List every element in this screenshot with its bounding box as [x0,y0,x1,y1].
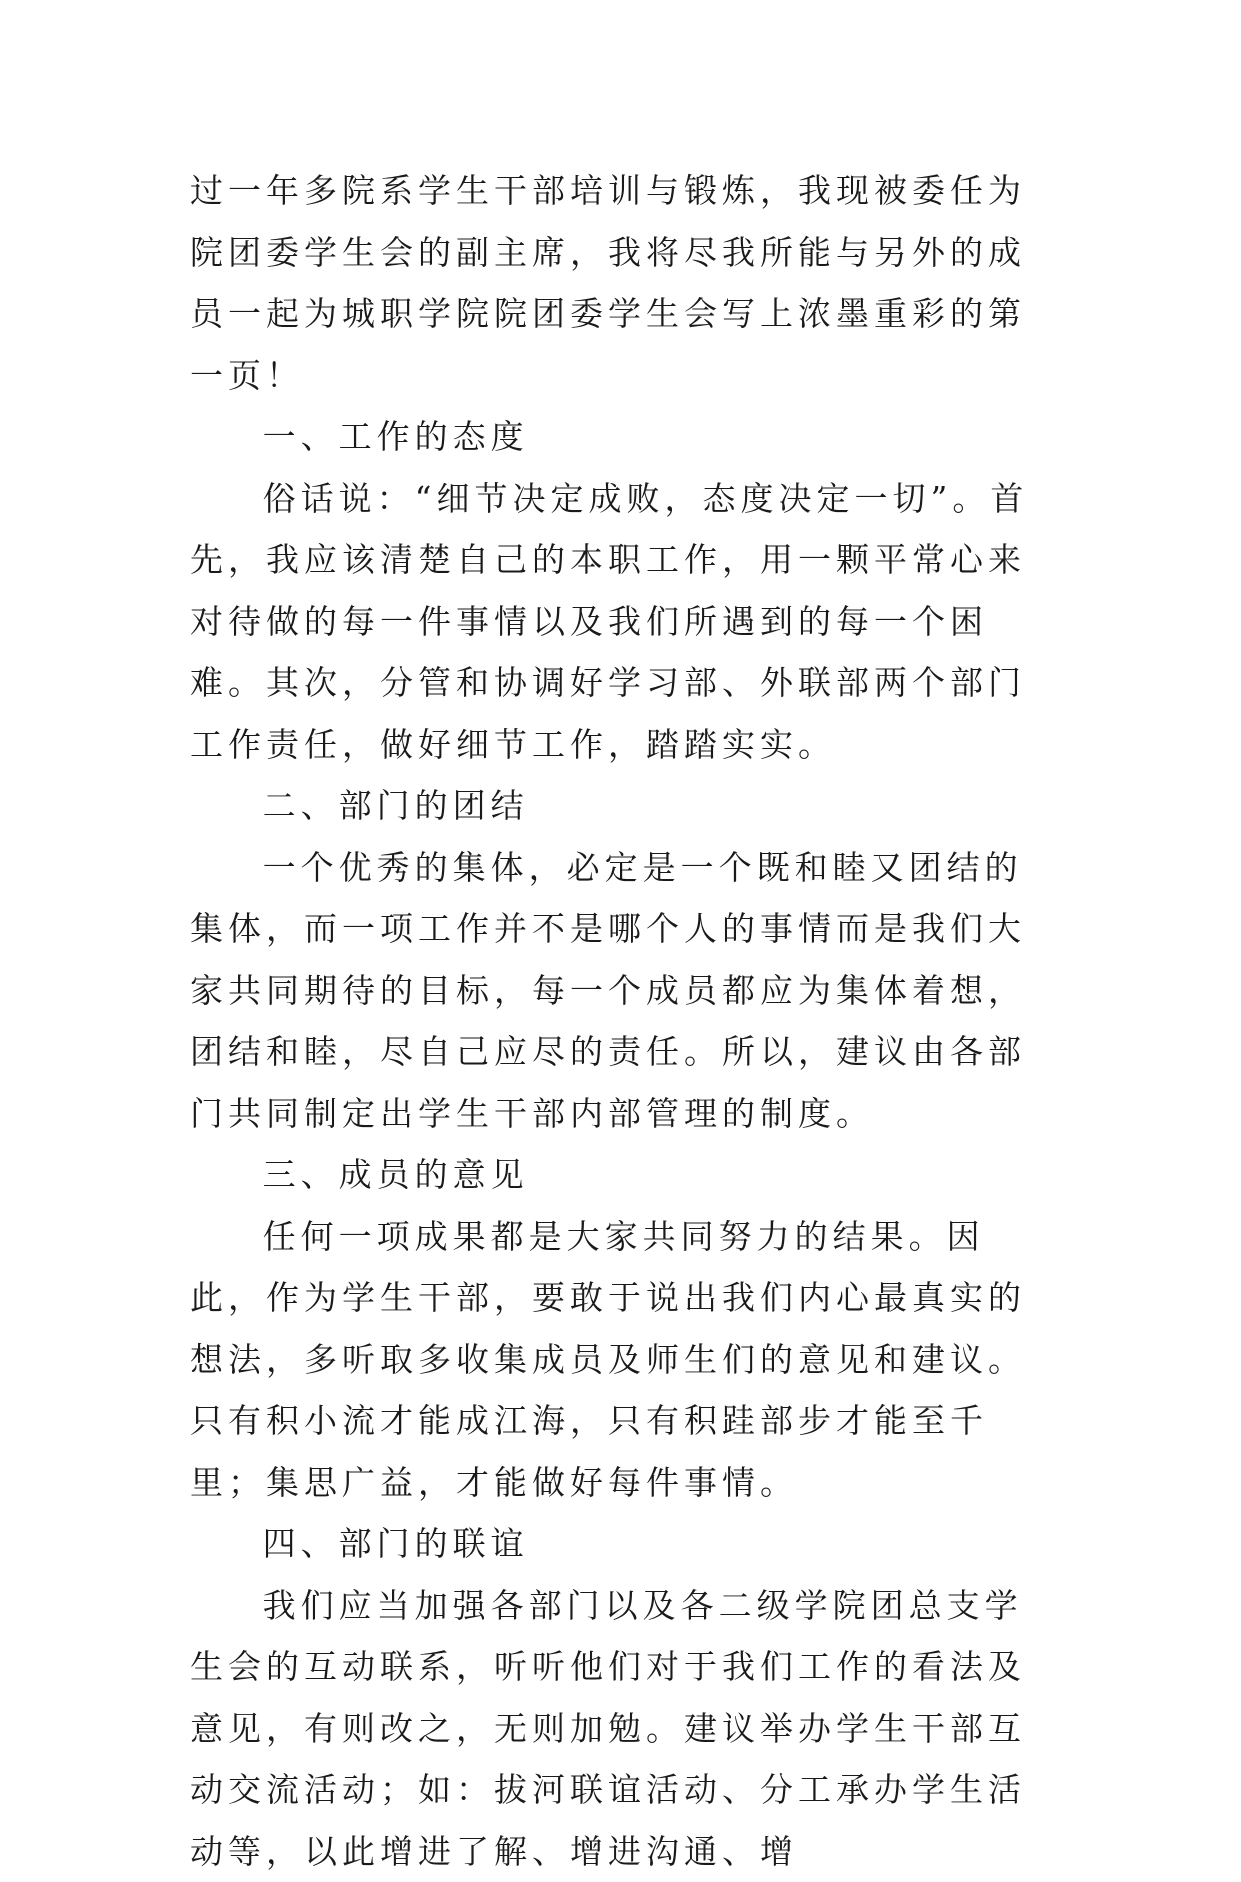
paragraph-intro: 过一年多院系学生干部培训与锻炼，我现被委任为院团委学生会的副主席，我将尽我所能与另外的成员一起为城职学院院团委学生会写上浓墨重彩的第一页！ [190,160,1050,406]
document-body [190,160,1050,1882]
section-heading-liaison: 四、部门的联谊 [190,1513,1050,1575]
paragraph-opinions: 任何一项成果都是大家共同努力的结果。因此，作为学生干部，要敢于说出我们内心最真实的想法，多听取多收集成员及师生们的意见和建议。只有积小流才能成江海，只有积跬部步才能至千里；集思广益，才能做好每件事情。 [190,1206,1050,1514]
paragraph-attitude: 俗话说：“细节决定成败，态度决定一切”。首先，我应该清楚自己的本职工作，用一颗平常心来对待做的每一件事情以及我们所遇到的每一个困难。其次，分管和协调好学习部、外联部两个部门工作责任，做好细节工作，踏踏实实。 [190,468,1050,776]
section-heading-opinions: 三、成员的意见 [190,1144,1050,1206]
section-heading-unity: 二、部门的团结 [190,775,1050,837]
section-heading-attitude: 一、工作的态度 [190,406,1050,468]
paragraph-liaison: 我们应当加强各部门以及各二级学院团总支学生会的互动联系，听听他们对于我们工作的看法及意见，有则改之，无则加勉。建议举办学生干部互动交流活动；如：拔河联谊活动、分工承办学生活动等，以此增进了解、增进沟通、增 [190,1575,1050,1882]
paragraph-unity: 一个优秀的集体，必定是一个既和睦又团结的集体，而一项工作并不是哪个人的事情而是我们大家共同期待的目标，每一个成员都应为集体着想，团结和睦，尽自己应尽的责任。所以，建议由各部门共同制定出学生干部内部管理的制度。 [190,837,1050,1145]
